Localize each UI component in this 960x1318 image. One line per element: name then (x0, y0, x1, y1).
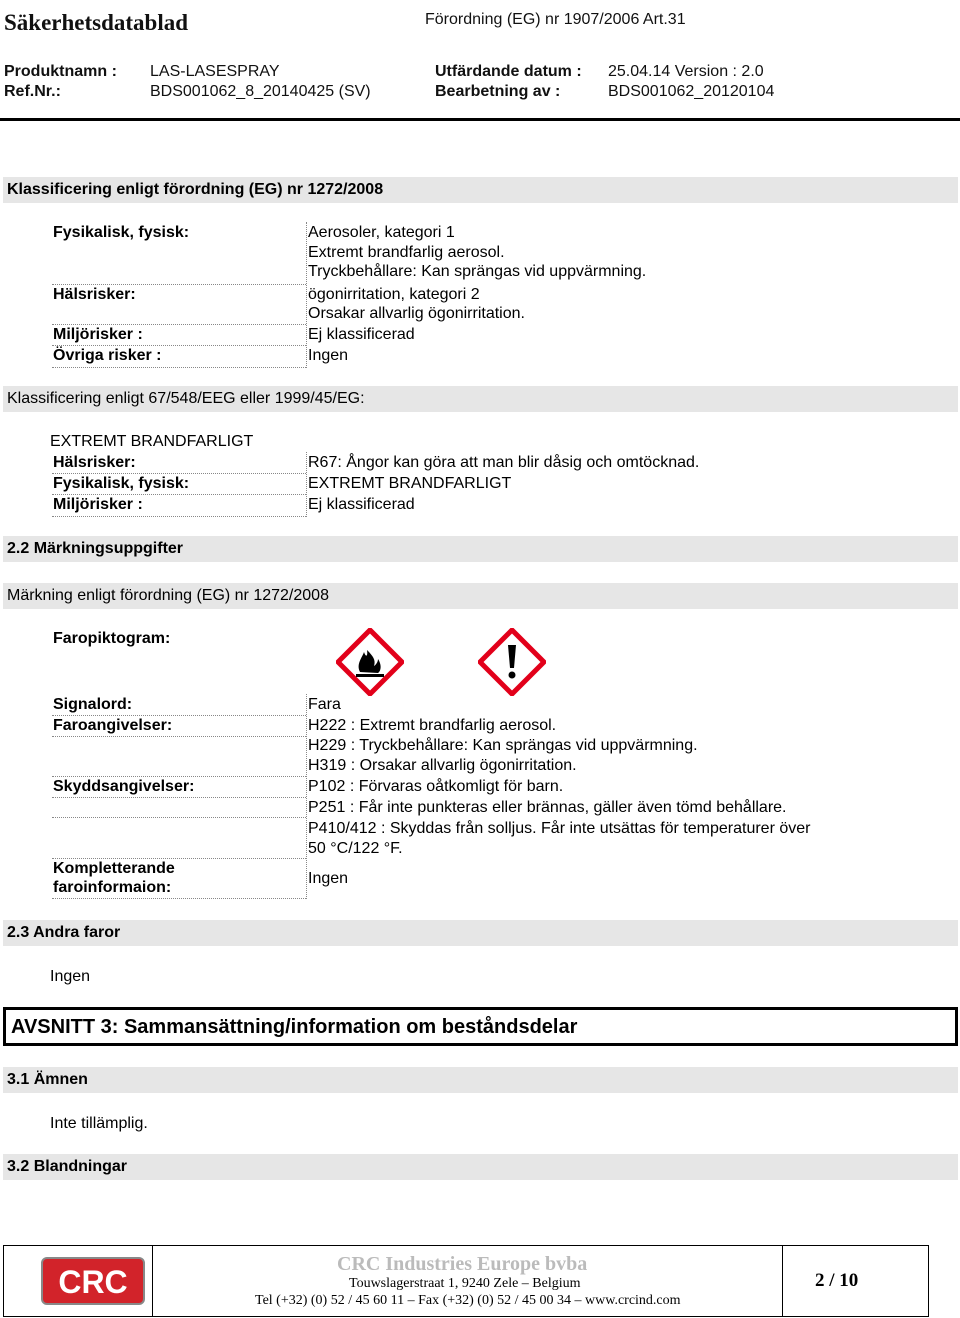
issue-date-label: Utfärdande datum : (435, 63, 582, 80)
dsd-physical-label: Fysikalisk, fysisk: (53, 475, 190, 492)
dsd-heading: Klassificering enligt 67/548/EEG eller 1999/45/EG: (7, 390, 365, 407)
labelling-heading-band (3, 583, 958, 609)
divider (52, 473, 306, 474)
ref-number-value: BDS001062_8_20140425 (SV) (150, 83, 371, 100)
company-contact: Tel (+32) (0) 52 / 45 60 11 – Fax (+32) (0) 52 / 45 00 34 – www.crcind.com (255, 1293, 681, 1308)
company-name: CRC Industries Europe bvba (337, 1253, 588, 1275)
document-title: Säkerhetsdatablad (4, 10, 189, 35)
divider (52, 516, 306, 517)
signal-word-label: Signalord: (53, 696, 133, 713)
regulation-reference: Förordning (EG) nr 1907/2006 Art.31 (425, 11, 686, 28)
section-3-2-band (3, 1154, 958, 1180)
dsd-physical-value: EXTREMT BRANDFARLIGT (308, 475, 512, 492)
crc-logo-icon (40, 1256, 146, 1306)
page-footer (3, 1245, 929, 1317)
section-3-1-heading: 3.1 Ämnen (7, 1071, 88, 1088)
divider (152, 1246, 153, 1316)
divider (52, 858, 306, 859)
section-3-title: AVSNITT 3: Sammansättning/information om beståndsdelar (11, 1016, 578, 1038)
exclamation-pictogram-icon (478, 628, 546, 696)
processing-label: Bearbetning av : (435, 83, 561, 100)
divider (52, 898, 306, 899)
supplementary-value: Ingen (308, 870, 349, 887)
clp-env-value: Ej klassificerad (308, 326, 415, 343)
hazard-statement: H229 : Tryckbehållare: Kan sprängas vid uppvärmning. (308, 737, 698, 754)
clp-health-label: Hälsrisker: (53, 286, 136, 303)
signal-word-value: Fara (308, 696, 341, 713)
processing-value: BDS001062_20120104 (608, 83, 775, 100)
logo-text: CRC (58, 1264, 128, 1300)
precautionary-statement: 50 °C/122 °F. (308, 840, 403, 857)
clp-heading: Klassificering enligt förordning (EG) nr 1272/2008 (7, 181, 384, 198)
precautionary-statement: P102 : Förvaras oåtkomligt för barn. (308, 778, 564, 795)
hazard-statement: H222 : Extremt brandfarlig aerosol. (308, 717, 557, 734)
hazard-statement: H319 : Orsakar allvarlig ögonirritation. (308, 757, 577, 774)
supplementary-label-line-1: Kompletterande (53, 860, 175, 877)
section-3-2-heading: 3.2 Blandningar (7, 1158, 128, 1175)
clp-other-label: Övriga risker : (53, 347, 162, 364)
substances-value: Inte tillämplig. (50, 1115, 148, 1132)
pictogram-label: Faropiktogram: (53, 630, 171, 647)
divider (52, 345, 306, 346)
product-name-value: LAS-LASESPRAY (150, 63, 280, 80)
divider (52, 715, 306, 716)
clp-env-label: Miljörisker : (53, 326, 143, 343)
dsd-class-line: EXTREMT BRANDFARLIGT (50, 433, 254, 450)
clp-physical-line-2: Extremt brandfarlig aerosol. (308, 244, 505, 261)
divider (306, 222, 307, 368)
header-rule (0, 118, 960, 121)
section-2-3-band (3, 920, 958, 946)
divider (52, 736, 306, 737)
clp-physical-line-1: Aerosoler, kategori 1 (308, 224, 455, 241)
other-hazards-value: Ingen (50, 968, 91, 985)
section-2-2-band (3, 536, 958, 562)
clp-health-line-2: Orsakar allvarlig ögonirritation. (308, 305, 525, 322)
section-3-1-band (3, 1067, 958, 1093)
hazard-statements-label: Faroangivelser: (53, 717, 173, 734)
product-name-label: Produktnamn : (4, 63, 117, 80)
section-2-3-heading: 2.3 Andra faror (7, 924, 121, 941)
supplementary-label-line-2: faroinformaion: (53, 879, 172, 896)
divider (52, 797, 306, 798)
divider (52, 284, 306, 285)
precautionary-statement: P410/412 : Skyddas från solljus. Får inte utsättas för temperaturer över (308, 820, 811, 837)
divider (52, 324, 306, 325)
precautionary-statement: P251 : Får inte punkteras eller brännas, gäller även tömd behållare. (308, 799, 787, 816)
dsd-health-value: R67: Ångor kan göra att man blir dåsig och omtöcknad. (308, 454, 700, 471)
clp-heading-band (3, 177, 958, 203)
clp-physical-line-3: Tryckbehållare: Kan sprängas vid uppvärmning. (308, 263, 647, 280)
divider (306, 452, 307, 517)
clp-physical-label: Fysikalisk, fysisk: (53, 224, 190, 241)
dsd-health-label: Hälsrisker: (53, 454, 136, 471)
divider (52, 776, 306, 777)
section-2-2-heading: 2.2 Märkningsuppgifter (7, 540, 184, 557)
divider (52, 817, 306, 818)
divider (52, 367, 306, 368)
divider (52, 494, 306, 495)
dsd-env-value: Ej klassificerad (308, 496, 415, 513)
dsd-heading-band (3, 386, 958, 412)
clp-other-value: Ingen (308, 347, 349, 364)
page-number: 2 / 10 (815, 1270, 859, 1291)
dsd-env-label: Miljörisker : (53, 496, 143, 513)
divider (782, 1246, 783, 1316)
section-3-title-box (3, 1007, 958, 1046)
issue-date-value: 25.04.14 Version : 2.0 (608, 63, 764, 80)
ref-number-label: Ref.Nr.: (4, 83, 61, 100)
divider (306, 694, 307, 899)
labelling-heading: Märkning enligt förordning (EG) nr 1272/2008 (7, 587, 329, 604)
precautionary-statements-label: Skyddsangivelser: (53, 778, 195, 795)
flame-pictogram-icon (336, 628, 404, 696)
clp-health-line-1: ögonirritation, kategori 2 (308, 286, 480, 303)
company-address: Touwslagerstraat 1, 9240 Zele – Belgium (349, 1276, 581, 1291)
